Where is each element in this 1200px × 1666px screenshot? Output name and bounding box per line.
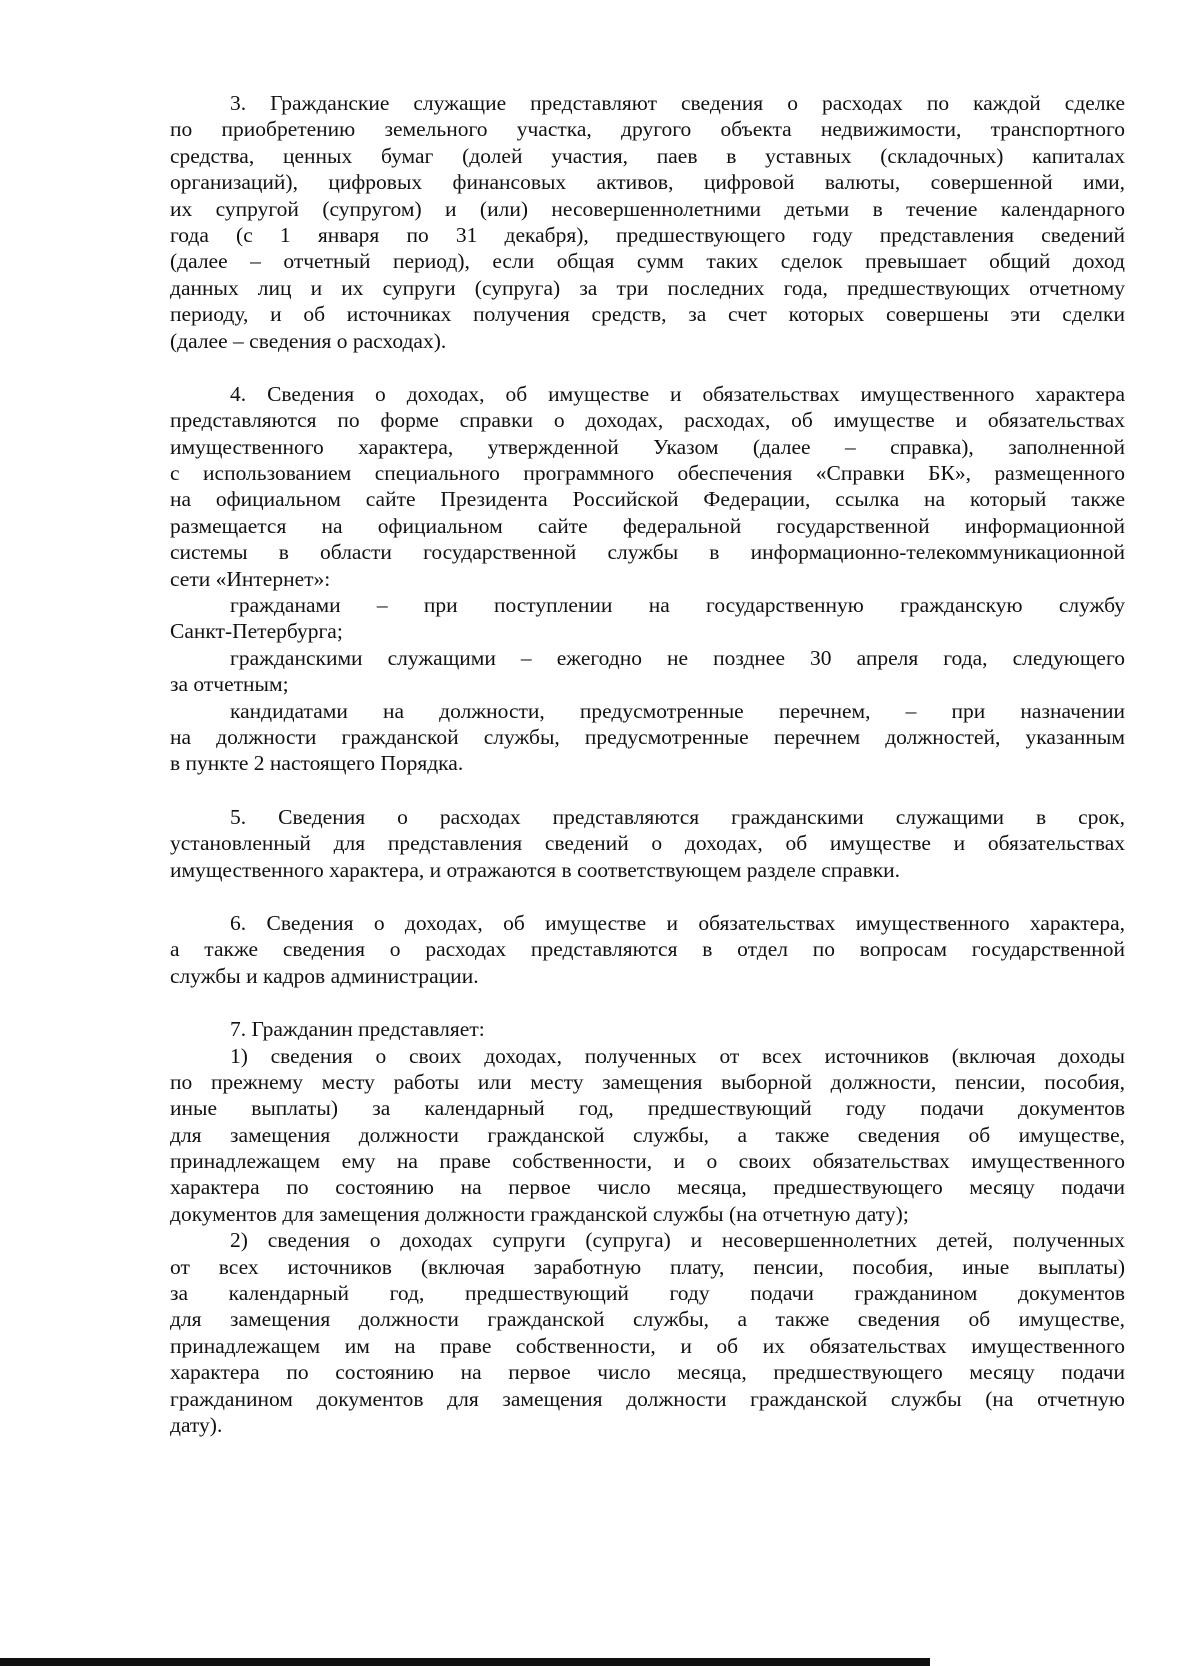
text-line: имущественного характера, и отражаются в соответствующем разделе справки. xyxy=(170,857,901,882)
text-line: гражданскими служащими – ежегодно не позднее 30 апреля года, следующего xyxy=(230,645,1125,670)
text-line: имущественного характера, утвержденной Указом (далее – справка), заполненной xyxy=(170,434,1125,459)
text-line: иные выплаты) за календарный год, предшествующий году подачи документов xyxy=(170,1096,1125,1121)
text-line: представляются по форме справки о доходах, расходах, об имуществе и обязательствах xyxy=(170,408,1125,433)
text-line: для замещения должности гражданской службы, а также сведения об имуществе, xyxy=(170,1307,1125,1332)
paragraph-gap xyxy=(170,354,1125,381)
text-line: по прежнему месту работы или месту замещения выборной должности, пенсии, пособия, xyxy=(170,1069,1125,1094)
text-line: 7. Гражданин представляет: xyxy=(230,1017,485,1042)
scan-edge-bar xyxy=(0,1658,930,1666)
text-line: характера по состоянию на первое число месяца, предшествующего месяцу подачи xyxy=(170,1175,1125,1200)
text-line: за календарный год, предшествующий году подачи гражданином документов xyxy=(170,1281,1125,1306)
paragraph-5 xyxy=(170,804,1125,883)
text-line: на должности гражданской службы, предусмотренные перечнем должностей, указанным xyxy=(170,724,1125,749)
document-page xyxy=(170,90,1125,1438)
text-line: для замещения должности гражданской службы, а также сведения об имуществе, xyxy=(170,1122,1125,1147)
text-line: 6. Сведения о доходах, об имуществе и обязательствах имущественного характера, xyxy=(230,910,1125,935)
text-line: (далее – сведения о расходах). xyxy=(170,328,447,353)
paragraph-6 xyxy=(170,910,1125,989)
text-line: установленный для представления сведений о доходах, об имуществе и обязательствах xyxy=(170,831,1125,856)
text-line: 4. Сведения о доходах, об имуществе и обязательствах имущественного характера xyxy=(230,381,1125,406)
text-line: средства, ценных бумаг (долей участия, паев в уставных (складочных) капиталах xyxy=(170,143,1125,168)
text-line: 1) сведения о своих доходах, полученных от всех источников (включая доходы xyxy=(230,1043,1125,1068)
text-line: сети «Интернет»: xyxy=(170,566,331,591)
text-line: в пункте 2 настоящего Порядка. xyxy=(170,751,464,776)
paragraph-3 xyxy=(170,90,1125,354)
text-line: 2) сведения о доходах супруги (супруга) и несовершеннолетних детей, полученных xyxy=(230,1228,1125,1253)
text-line: а также сведения о расходах представляются в отдел по вопросам государственной xyxy=(170,937,1125,962)
text-line: от всех источников (включая заработную плату, пенсии, пособия, иные выплаты) xyxy=(170,1254,1125,1279)
text-line: организаций), цифровых финансовых активов, цифровой валюты, совершенной ими, xyxy=(170,170,1125,195)
text-line: размещается на официальном сайте федеральной государственной информационной xyxy=(170,513,1125,538)
text-line: за отчетным; xyxy=(170,672,289,697)
text-line: года (с 1 января по 31 декабря), предшествующего году представления сведений xyxy=(170,222,1125,247)
text-line: службы и кадров администрации. xyxy=(170,963,479,988)
text-line: системы в области государственной службы в информационно-телекоммуникационной xyxy=(170,540,1125,565)
text-line: с использованием специального программного обеспечения «Справки БК», размещенного xyxy=(170,461,1125,486)
text-line: (далее – отчетный период), если общая сумм таких сделок превышает общий доход xyxy=(170,249,1125,274)
text-line: периоду, и об источниках получения средств, за счет которых совершены эти сделки xyxy=(170,302,1125,327)
paragraph-gap xyxy=(170,989,1125,1016)
text-line: документов для замещения должности гражданской службы (на отчетную дату); xyxy=(170,1201,909,1226)
text-line: Санкт-Петербурга; xyxy=(170,619,343,644)
text-line: на официальном сайте Президента Российской Федерации, ссылка на который также xyxy=(170,487,1125,512)
text-line: дату). xyxy=(170,1412,223,1437)
text-line: гражданами – при поступлении на государственную гражданскую службу xyxy=(230,593,1125,618)
paragraph-gap xyxy=(170,777,1125,804)
text-line: принадлежащем ему на праве собственности, и о своих обязательствах имущественного xyxy=(170,1149,1125,1174)
text-line: принадлежащем им на праве собственности, и об их обязательствах имущественного xyxy=(170,1333,1125,1358)
text-line: их супругой (супругом) и (или) несовершеннолетними детьми в течение календарного xyxy=(170,196,1125,221)
text-line: характера по состоянию на первое число месяца, предшествующего месяцу подачи xyxy=(170,1360,1125,1385)
text-line: 3. Гражданские служащие представляют сведения о расходах по каждой сделке xyxy=(230,91,1125,115)
text-line: данных лиц и их супруги (супруга) за три последних года, предшествующих отчетному xyxy=(170,275,1125,300)
text-line: гражданином документов для замещения должности гражданской службы (на отчетную xyxy=(170,1386,1125,1411)
paragraph-7 xyxy=(170,1016,1125,1438)
text-line: кандидатами на должности, предусмотренные перечнем, – при назначении xyxy=(230,698,1125,723)
paragraph-gap xyxy=(170,883,1125,910)
paragraph-4 xyxy=(170,381,1125,777)
text-line: по приобретению земельного участка, другого объекта недвижимости, транспортного xyxy=(170,117,1125,142)
text-line: 5. Сведения о расходах представляются гражданскими служащими в срок, xyxy=(230,804,1125,829)
